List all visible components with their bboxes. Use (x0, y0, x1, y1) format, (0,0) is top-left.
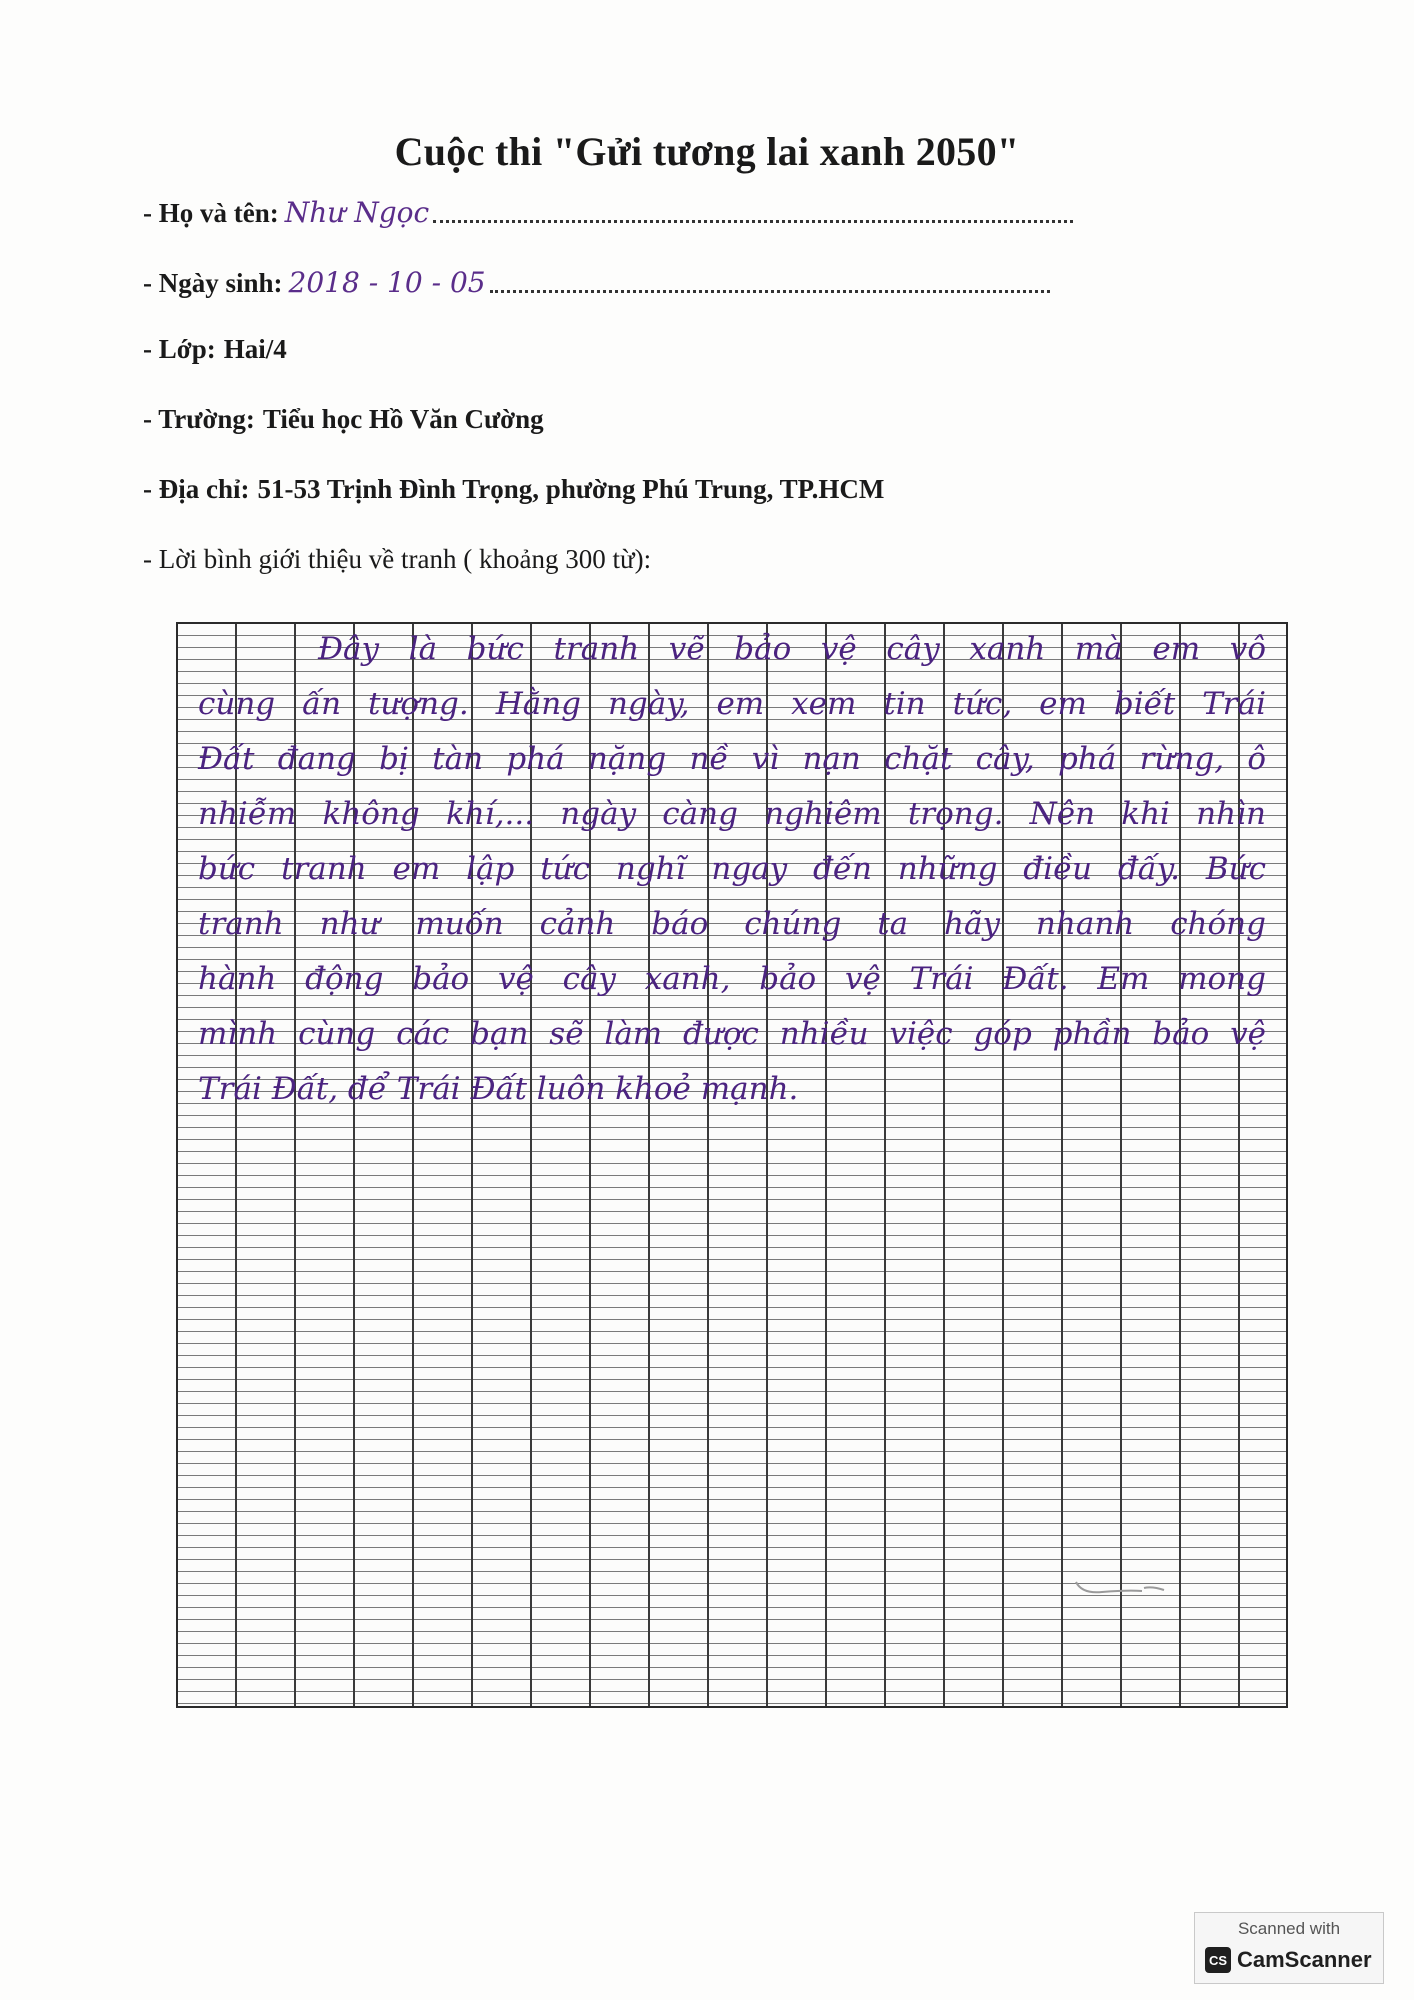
essay-line: nhiễm không khí,... ngày càng nghiêm trọng. Nên khi nhìn (198, 796, 1266, 832)
address-value: 51-53 Trịnh Đình Trọng, phường Phú Trung, TP.HCM (257, 474, 885, 504)
essay-line: hành động bảo vệ cây xanh, bảo vệ Trái Đất. Em mong (198, 961, 1266, 997)
essay-line: cùng ấn tượng. Hằng ngày, em xem tin tức, em biết Trái (198, 686, 1266, 722)
essay-line: Đất đang bị tàn phá nặng nề vì nạn chặt cây, phá rừng, ô (198, 741, 1266, 777)
address-label: - Địa chỉ: (143, 474, 250, 504)
camscanner-logo-icon: CS (1205, 1947, 1231, 1973)
essay-line: tranh như muốn cảnh báo chúng ta hãy nhanh chóng (198, 906, 1266, 942)
name-field (143, 196, 1073, 229)
name-dotted-line (433, 214, 1073, 223)
dob-label: - Ngày sinh: (143, 268, 283, 298)
school-field (143, 404, 544, 435)
dob-value: 2018 - 10 - 05 (288, 266, 486, 299)
essay-line: Trái Đất, để Trái Đất luôn khoẻ mạnh. (198, 1071, 799, 1107)
name-value: Như Ngọc (284, 196, 430, 229)
contest-title: Cuộc thi "Gửi tương lai xanh 2050" (394, 129, 1020, 174)
dob-dotted-line (490, 284, 1050, 293)
school-label: - Trường: (143, 404, 255, 434)
pencil-scribble-icon (1072, 1578, 1172, 1598)
camscanner-brand (1205, 1947, 1372, 1973)
scanned-with-text: Scanned with (1237, 1919, 1341, 1938)
address-field (143, 474, 884, 505)
essay-line: bức tranh em lập tức nghĩ ngay đến những điều đấy. Bức (198, 851, 1266, 887)
name-label: - Họ và tên: (143, 198, 279, 228)
essay-line: mình cùng các bạn sẽ làm được nhiều việc góp phần bảo vệ (198, 1016, 1266, 1052)
class-value: Hai/4 (223, 334, 287, 364)
review-field (143, 544, 651, 575)
review-label: - Lời bình giới thiệu về tranh ( khoảng 300 từ): (143, 544, 652, 574)
camscanner-name: CamScanner (1237, 1947, 1372, 1972)
dob-field (143, 266, 1050, 299)
school-value: Tiểu học Hồ Văn Cường (262, 404, 544, 434)
class-field (143, 334, 287, 365)
essay-line: Đây là bức tranh vẽ bảo vệ cây xanh mà em vô (318, 631, 1266, 667)
class-label: - Lớp: (143, 334, 216, 364)
handwritten-essay (176, 622, 1288, 1117)
camscanner-watermark (1194, 1912, 1384, 1984)
